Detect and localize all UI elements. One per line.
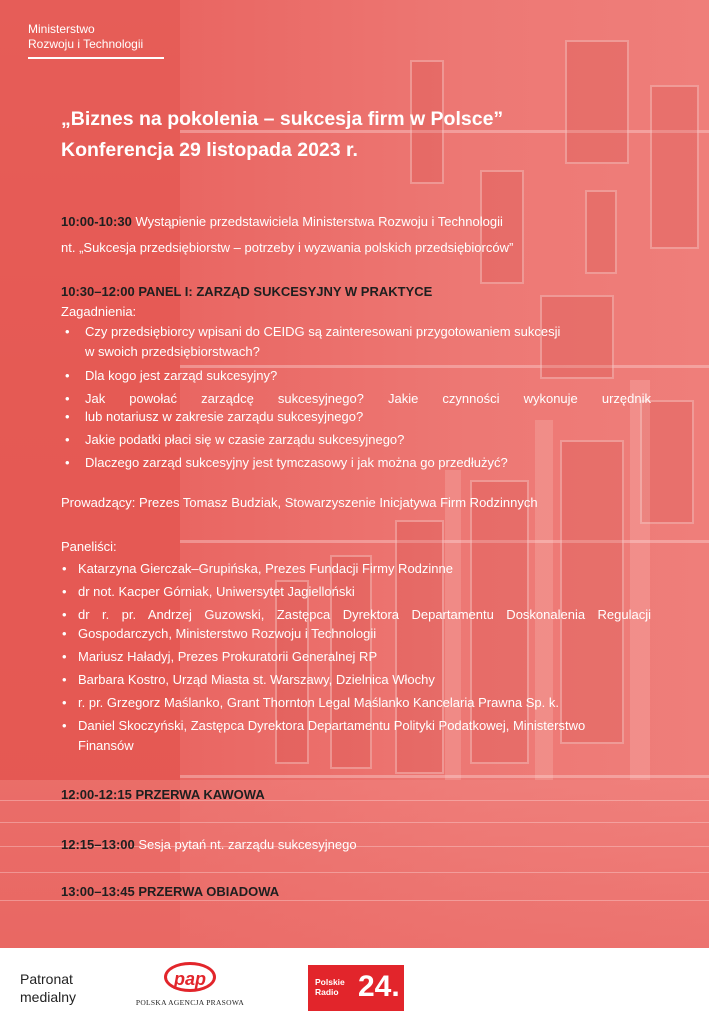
list-item: • Jak powołać zarządcę sukcesyjnego? Jakie czynności wykonuje urzędnik [61, 389, 651, 409]
topics-list [61, 322, 651, 473]
list-item: • Barbara Kostro, Urząd Miasta st. Warszawy, Dzielnica Włochy [61, 670, 651, 690]
list-item: • Jakie podatki płaci się w czasie zarządu sukcesyjnego? [61, 430, 651, 450]
logo-underline [28, 57, 164, 59]
pap-logo [134, 962, 246, 1007]
panelists-label: Paneliści: [61, 539, 117, 554]
agenda-item-opening [61, 212, 651, 232]
logo-line2: Rozwoju i Technologii [28, 37, 144, 51]
list-item: • Dla kogo jest zarząd sukcesyjny? [61, 366, 651, 386]
media-patronage-label: Patronat medialny [20, 971, 77, 1005]
list-item: • r. pr. Grzegorz Maślanko, Grant Thornton Legal Maślanko Kancelaria Prawna Sp. k. [61, 693, 651, 713]
title-line1: „Biznes na pokolenia – sukcesja firm w Polsce” [61, 108, 504, 130]
list-item-cont: • lub notariusz w zakresie zarządu sukcesyjnego? [61, 407, 651, 427]
session [61, 835, 651, 855]
list-item: • Daniel Skoczyński, Zastępca Dyrektora Departamentu Polityki Podatkowej, Ministerstwo Finansów [61, 716, 651, 756]
list-item: • dr r. pr. Andrzej Guzowski, Zastępca Dyrektora Departamentu Doskonalenia Regulacji [61, 605, 651, 625]
ministry-logo [28, 22, 164, 59]
list-item: • Katarzyna Gierczak–Grupińska, Prezes Fundacji Firmy Rodzinne [61, 559, 651, 579]
coffee-break: 12:00-12:15 PRZERWA KAWOWA [61, 787, 265, 802]
agenda [61, 212, 651, 902]
footer-sponsors [0, 948, 709, 1024]
logo-line1: Ministerstwo [28, 22, 95, 36]
panel-heading: 10:30–12:00 PANEL I: ZARZĄD SUKCESYJNY W PRAKTYCE [61, 284, 433, 299]
list-item: • dr not. Kacper Górniak, Uniwersytet Jagielloński [61, 582, 651, 602]
title-line2: Konferencja 29 listopada 2023 r. [61, 139, 358, 161]
panelists-list [61, 559, 651, 756]
list-item: • Czy przedsiębiorcy wpisani do CEIDG są zainteresowani przygotowaniem sukcesji w swoich przedsiębiorstwach? [61, 322, 651, 362]
session-time: 12:15–13:00 [61, 837, 135, 852]
opening-text1: Wystąpienie przedstawiciela Ministerstwa Rozwoju i Technologii [131, 214, 503, 229]
topics-label: Zagadnienia: [61, 304, 137, 319]
radio-number: 24. [358, 970, 400, 1003]
list-item: • Mariusz Haładyj, Prezes Prokuratorii Generalnej RP [61, 647, 651, 667]
pap-name: POLSKA AGENCJA PRASOWA [135, 998, 245, 1007]
lunch-break: 13:00–13:45 PRZERWA OBIADOWA [61, 884, 280, 899]
session-text: Sesja pytań nt. zarządu sukcesyjnego [134, 837, 357, 852]
pap-logo-mark: pap [164, 962, 216, 992]
polskie-radio-24-logo: Polskie Radio 24. [308, 965, 404, 1011]
opening-time: 10:00-10:30 [61, 214, 132, 229]
opening-text2: nt. „Sukcesja przedsiębiorstw – potrzeby i wyzwania polskich przedsiębiorców” [61, 240, 514, 255]
page-title [61, 104, 503, 166]
moderator: Prowadzący: Prezes Tomasz Budziak, Stowarzyszenie Inicjatywa Firm Rodzinnych [61, 495, 538, 510]
list-item: • Dlaczego zarząd sukcesyjny jest tymczasowy i jak można go przedłużyć? [61, 453, 651, 473]
list-item-cont: • Gospodarczych, Ministerstwo Rozwoju i Technologii [61, 624, 651, 644]
